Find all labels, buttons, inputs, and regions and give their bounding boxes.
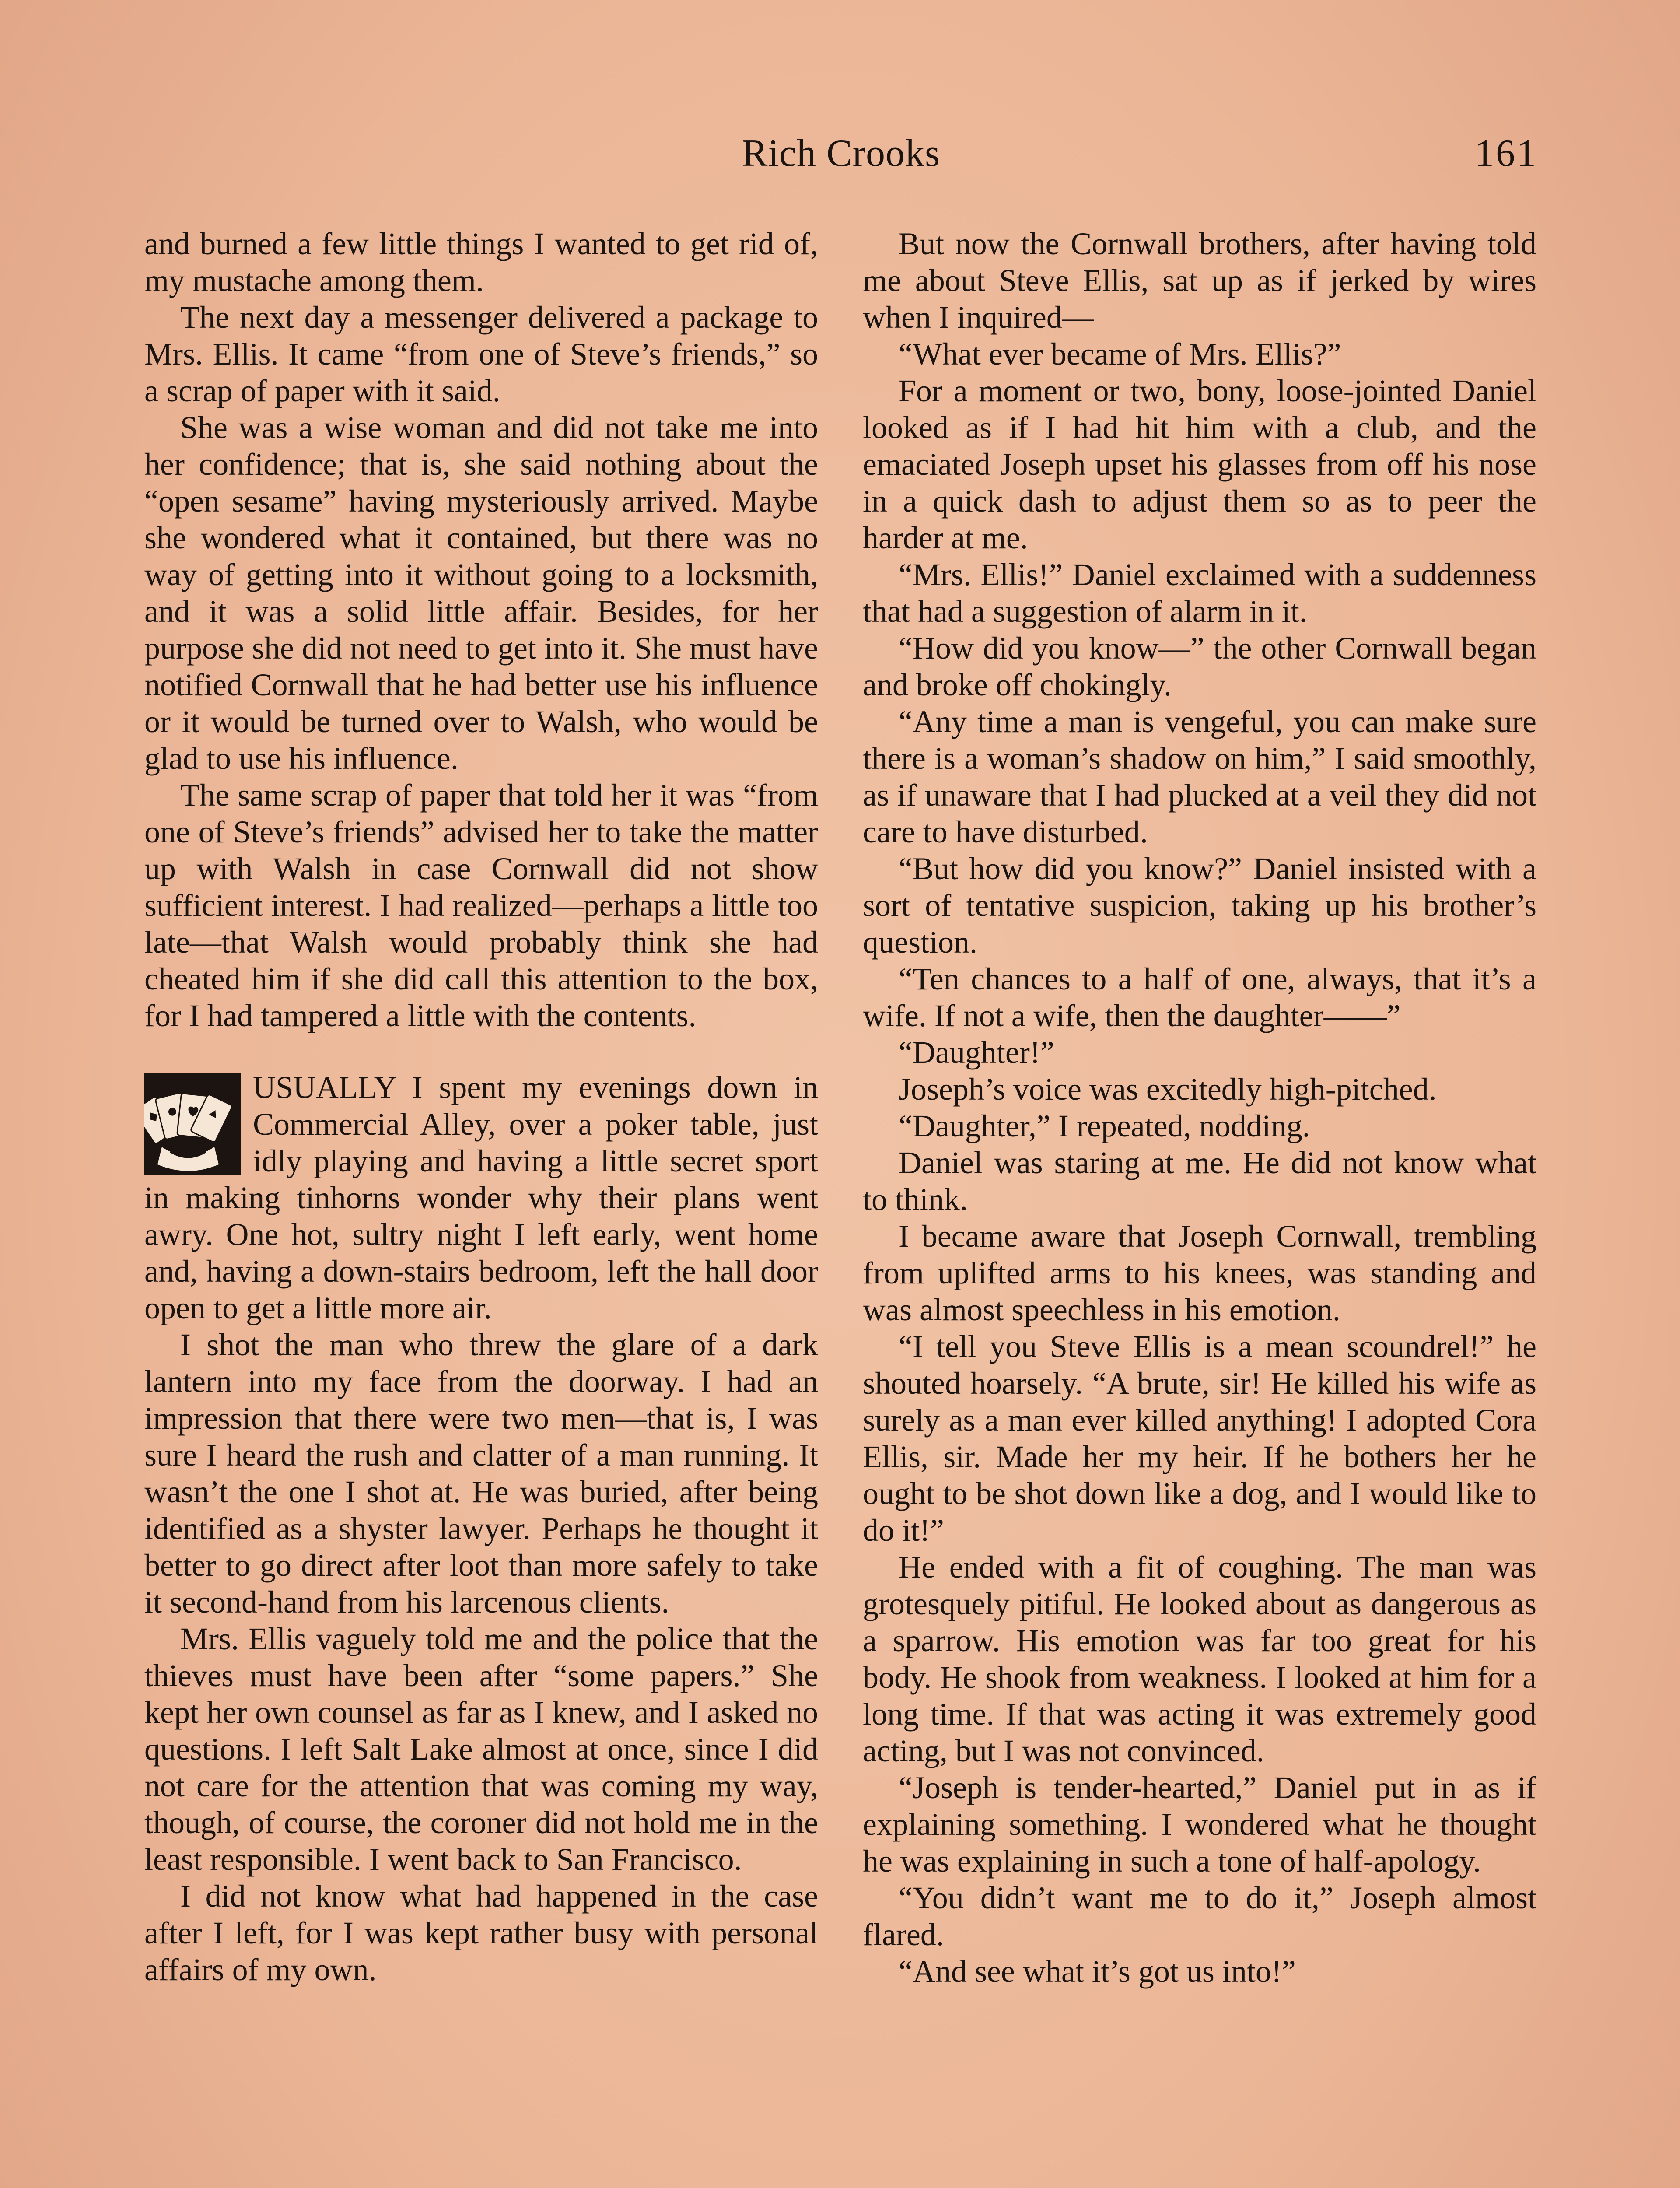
dropcap-block (144, 1069, 818, 1326)
paragraph: “How did you know—” the other Cornwall began and broke off chokingly. (863, 631, 1536, 702)
paragraph: She was a wise woman and did not take me into her confidence; that is, she said nothing about the “open sesame” having mysteriously arrived. Maybe she wondered what it contained, but there was no way of getting into it without going to a locksmith, and it was a solid little affair. Besides, for her purpose she did not need to get into it. She must have notified Cornwall that he had better use his influence or it would be turned over to Walsh, who would be glad to use his influence. (144, 410, 818, 776)
paragraph: He ended with a fit of coughing. The man was grotesquely pitiful. He looked about as dangerous as a sparrow. His emotion was far too great for his body. He shook from weakness. I looked at him for a long time. If that was acting it was extremely good acting, but I was not convinced. (863, 1550, 1536, 1768)
paragraph: “What ever became of Mrs. Ellis?” (899, 337, 1341, 372)
paragraph: I did not know what had happened in the case after I left, for I was kept rather busy with personal affairs of my own. (144, 1879, 818, 1987)
right-column (863, 225, 1536, 1990)
paragraph: The same scrap of paper that told her it was “from one of Steve’s friends” advised her to take the matter up with Walsh in case Cornwall did not show sufficient interest. I had realized—perhaps a little too late—that Walsh would probably think she had cheated him if she did call this attention to the box, for I had tampered a little with the contents. (144, 778, 818, 1033)
paragraph: Daniel was staring at me. He did not know what to think. (863, 1145, 1536, 1217)
paragraph: For a moment or two, bony, loose-jointed Daniel looked as if I had hit him with a club, and the emaciated Joseph upset his glasses from off his nose in a quick dash to adjust them so as to peer the harder at me. (863, 373, 1536, 555)
paragraph: Joseph’s voice was excitedly high-pitched. (899, 1072, 1437, 1107)
paragraph: and burned a few little things I wanted to get rid of, my mustache among them. (144, 226, 818, 298)
page-header (144, 127, 1538, 188)
playing-cards-icon (144, 1073, 241, 1175)
paragraph: The next day a messenger delivered a package to Mrs. Ellis. It came “from one of Steve’s friends,” so a scrap of paper with it said. (144, 300, 818, 408)
paragraph: “I tell you Steve Ellis is a mean scoundrel!” he shouted hoarsely. “A brute, sir! He killed his wife as surely as a man ever killed anything! I adopted Cora Ellis, sir. Made her my heir. If he bothers her he ought to be shot down like a dog, and I would like to do it!” (863, 1329, 1536, 1548)
running-head: Rich Crooks (742, 132, 941, 175)
paragraph: “Mrs. Ellis!” Daniel exclaimed with a suddenness that had a suggestion of alarm in it. (863, 557, 1536, 629)
dropcap-paragraph: USUALLY I spent my evenings down in Commercial Alley, over a poker table, just idly playing and having a little secret sport in making tinhorns wonder why their plans went awry. One hot, sultry night I left early, went home and, having a down-stairs bedroom, left the hall door open to get a little more air. (144, 1070, 818, 1325)
paragraph: “Any time a man is vengeful, you can make sure there is a woman’s shadow on him,” I said smoothly, as if unaware that I had plucked at a veil they did not care to have disturbed. (863, 704, 1536, 849)
paragraph: “Daughter!” (899, 1035, 1054, 1070)
paragraph: I became aware that Joseph Cornwall, trembling from uplifted arms to his knees, was standing and was almost speechless in his emotion. (863, 1219, 1536, 1327)
paragraph: But now the Cornwall brothers, after having told me about Steve Ellis, sat up as if jerked by wires when I inquired— (863, 226, 1536, 335)
paragraph: “Joseph is tender-hearted,” Daniel put in as if explaining something. I wondered what he thought he was explaining in such a tone of half-apology. (863, 1770, 1536, 1879)
paragraph: “And see what it’s got us into!” (899, 1954, 1296, 1989)
paragraph: “But how did you know?” Daniel insisted with a sort of tentative suspicion, taking up his brother’s question. (863, 851, 1536, 960)
left-column (144, 225, 818, 1988)
section-break (144, 1034, 818, 1069)
paragraph: “Ten chances to a half of one, always, that it’s a wife. If not a wife, then the daughter——” (863, 961, 1536, 1033)
paragraph: “You didn’t want me to do it,” Joseph almost flared. (863, 1880, 1536, 1952)
paragraph: Mrs. Ellis vaguely told me and the police that the thieves must have been after “some papers.” She kept her own counsel as far as I knew, and I asked no questions. I left Salt Lake almost at once, since I did not care for the attention that was coming my way, though, of course, the coroner did not hold me in the least responsible. I went back to San Francisco. (144, 1621, 818, 1877)
paragraph: “Daughter,” I repeated, nodding. (899, 1108, 1310, 1143)
paragraph: I shot the man who threw the glare of a dark lantern into my face from the doorway. I had an impression that there were two men—that is, I was sure I heard the rush and clatter of a man running. It wasn’t the one I shot at. He was buried, after being identified as a shyster lawyer. Perhaps he thought it better to go direct after loot than more safely to take it second-hand from his larcenous clients. (144, 1327, 818, 1620)
page-number: 161 (1475, 132, 1538, 175)
